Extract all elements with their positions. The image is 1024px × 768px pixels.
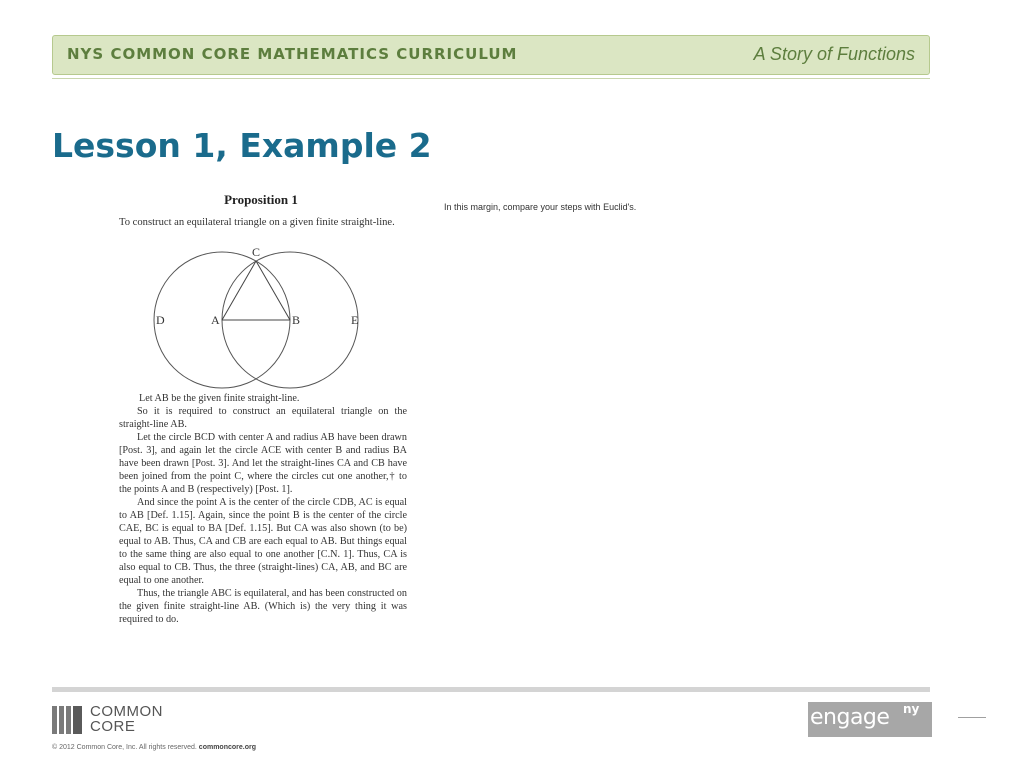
construction-figure	[146, 244, 396, 396]
proposition-statement: To construct an equilateral triangle on a given finite straight-line.	[119, 217, 395, 228]
slide-title: Lesson 1, Example 2	[52, 126, 432, 165]
proof-paragraph: And since the point A is the center of the circle CDB, AC is equal to AB [Def. 1.15]. Again, since the point B is the center of the circle CAE, BC is equal to BA [Def. 1.15]. But CA was also shown (to be) equal to AB. Thus, CA and CB are each equal to AB. But things equal to the same thing are also equal to one another [C.N. 1]. Thus, CA is also equal to CB. Thus, the three (straight-lines) CA, AB, and BC are equal to one another.	[119, 497, 407, 586]
proof-text	[119, 392, 407, 626]
proposition-title: Proposition 1	[224, 192, 298, 207]
module-title: A Story of Functions	[753, 44, 915, 64]
margin-note: In this margin, compare your steps with Euclid's.	[444, 202, 637, 212]
slide-edge-dash	[958, 717, 986, 718]
proof-paragraph: Thus, the triangle ABC is equilateral, and has been constructed on the given finite straight-line AB. (Which is) the very thing it was required to do.	[119, 588, 407, 625]
proof-paragraph: Let AB be the given finite straight-line.	[139, 393, 300, 404]
proof-paragraph: Let the circle BCD with center A and radius AB have been drawn [Post. 3], and again let the circle ACE with center B and radius BA have been drawn [Post. 3]. And let the straight-lines CA and CB have been joined from the point C, where the circles cut one another,† to the points A and B (respectively) [Post. 1].	[119, 432, 407, 495]
curriculum-title: NYS COMMON CORE MATHEMATICS CURRICULUM	[67, 45, 518, 63]
engage-ny-superscript: ny	[903, 702, 920, 716]
common-core-bars-icon	[52, 706, 86, 734]
segment-ca	[222, 261, 256, 320]
copyright-link[interactable]: commoncore.org	[198, 744, 256, 751]
common-core-logo	[52, 704, 192, 736]
header-divider	[52, 78, 930, 79]
label-c: C	[252, 245, 261, 259]
label-d: D	[156, 313, 165, 327]
copyright-text: © 2012 Common Core, Inc. All rights reserved. commoncore.org	[52, 744, 256, 751]
header-bar	[52, 35, 930, 75]
engage-wordmark: engage	[810, 705, 890, 730]
proof-paragraph: So it is required to construct an equilateral triangle on the straight-line AB.	[119, 406, 407, 430]
common-core-wordmark: COMMON CORE	[90, 703, 163, 735]
engage-ny-logo	[808, 702, 932, 737]
footer-divider	[52, 687, 930, 692]
segment-cb	[256, 261, 290, 320]
label-e: E	[351, 313, 359, 327]
proposition-scan	[116, 190, 412, 672]
label-a: A	[211, 313, 220, 327]
label-b: B	[292, 313, 301, 327]
